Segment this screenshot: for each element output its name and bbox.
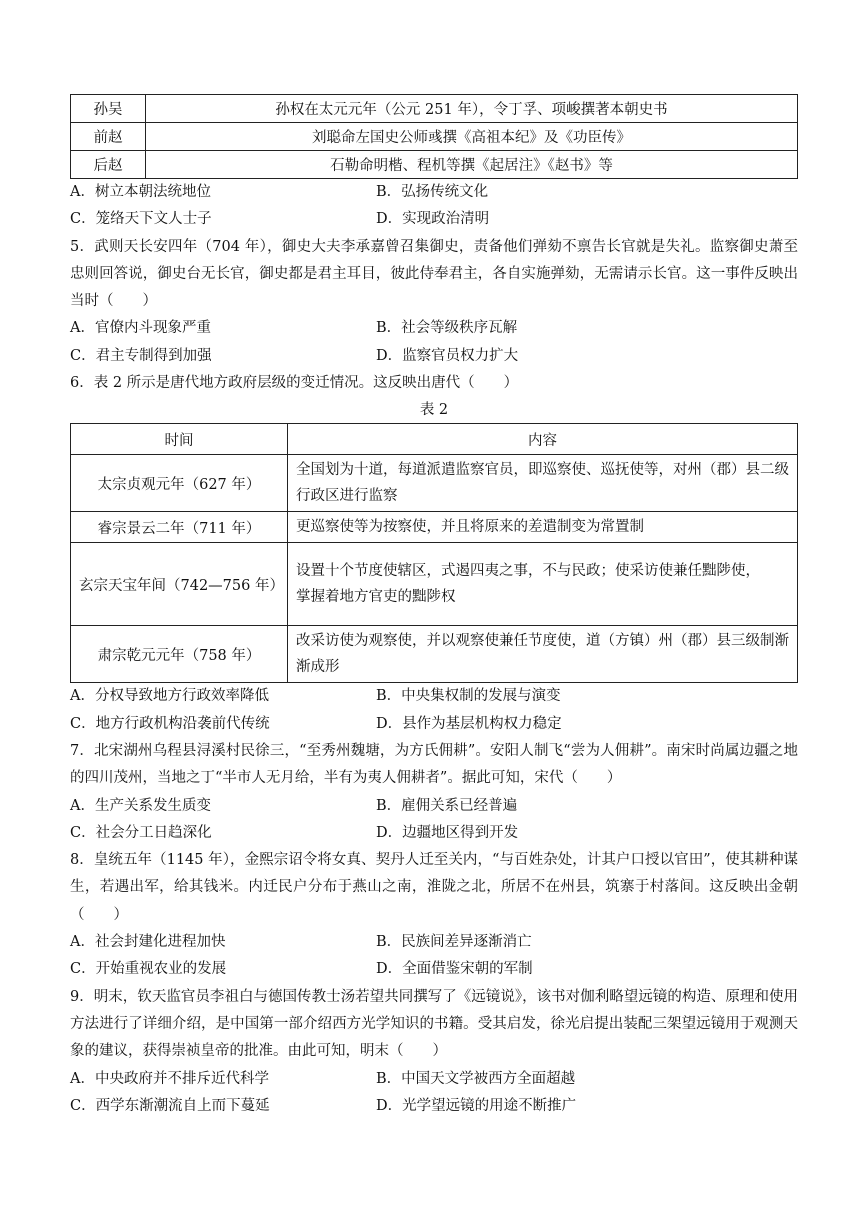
- q8-option-b[interactable]: B．民族间差异逐渐消亡: [376, 934, 532, 951]
- q7-option-d[interactable]: D．边疆地区得到开发: [376, 824, 519, 841]
- q8-stem: 8．皇统五年（1145 年），金熙宗诏令将女真、契丹人迁至关内，“与百姓杂处，计其户口授以官田”，使其耕种谋生，若遇出军，给其钱米。内迁民户分布于燕山之南，淮陇之北，所居不在州县，筑寨于村落间。这反映出金朝（ ）: [70, 852, 798, 923]
- q7-option-c[interactable]: C．社会分工日趋深化: [70, 824, 212, 841]
- q7-options-row2: [70, 820, 798, 847]
- q4-options-row2: [70, 206, 798, 233]
- table-row: [71, 151, 798, 179]
- q9-option-a[interactable]: A．中央政府并不排斥近代科学: [70, 1070, 269, 1087]
- dynasty-cell: 孙吴: [71, 95, 146, 123]
- q7-stem: 7．北宋湖州乌程县浔溪村民徐三，“至秀州魏塘，为方氏佣耕”。安阳人制飞“尝为人佣耕”。南宋时尚属边疆之地的四川茂州，当地之丁“半市人无月给，半有为夷人佣耕者”。据此可知，宋代（ ）: [70, 742, 798, 787]
- table-caption: 表 2: [419, 402, 449, 419]
- q6-options-row2: [70, 711, 798, 738]
- q6-option-a[interactable]: A．分权导致地方行政效率降低: [70, 688, 269, 705]
- table-row: [71, 123, 798, 151]
- q6-option-d[interactable]: D．县作为基层机构权力稳定: [376, 715, 562, 732]
- content-line: 掌握着地方官吏的黜陟权: [296, 589, 456, 606]
- time-cell: 玄宗天宝年间（742—756 年）: [71, 543, 288, 626]
- q8-options-row1: [70, 929, 798, 956]
- time-cell: 肃宗乾元元年（758 年）: [71, 626, 288, 683]
- time-cell: 睿宗景云二年（711 年）: [71, 512, 288, 543]
- q6-option-b[interactable]: B．中央集权制的发展与演变: [376, 688, 561, 705]
- tang-admin-table: [70, 423, 798, 683]
- dynasty-cell: 后赵: [71, 151, 146, 179]
- table-row: [71, 543, 798, 626]
- content-cell: 刘聪命左国史公师彧撰《高祖本纪》及《功臣传》: [146, 123, 798, 151]
- table-row: [71, 626, 798, 683]
- q9-option-c[interactable]: C．西学东渐潮流自上而下蔓延: [70, 1097, 270, 1114]
- dynasty-history-table: [70, 94, 798, 179]
- table-row: [71, 512, 798, 543]
- q8-option-c[interactable]: C．开始重视农业的发展: [70, 961, 227, 978]
- q4-option-d[interactable]: D．实现政治清明: [376, 211, 490, 228]
- q4-option-a[interactable]: A．树立本朝法统地位: [70, 184, 211, 200]
- q5-option-a[interactable]: A．官僚内斗现象严重: [70, 320, 211, 337]
- dynasty-cell: 前赵: [71, 123, 146, 151]
- content-line: 设置十个节度使辖区，式遏四夷之事，不与民政；使采访使兼任黜陟使，: [296, 563, 760, 580]
- q9-stem: 9．明末，钦天监官员李祖白与德国传教士汤若望共同撰写了《远镜说》，该书对伽利略望远镜的构造、原理和使用方法进行了详细介绍，是中国第一部介绍西方光学知识的书籍。受其启发，徐光启提出装配三架望远镜用于观测天象的建议，获得崇祯皇帝的批准。由此可知，明末（ ）: [70, 988, 798, 1060]
- q9-option-d[interactable]: D．光学望远镜的用途不断推广: [376, 1097, 577, 1114]
- q5-stem: 5．武则天长安四年（704 年），御史大夫李承嘉曾召集御史，责备他们弹劾不禀告长官就是失礼。监察御史萧至忠则回答说，御史台无长官，御史都是君主耳目，彼此侍奉君主，各自实施弹劾，无需请示长官。这一事件反映出当时（ ）: [70, 238, 798, 310]
- q5-option-d[interactable]: D．监察官员权力扩大: [376, 347, 519, 364]
- q6-stem: 6．表 2 所示是唐代地方政府层级的变迁情况。这反映出唐代（ ）: [70, 375, 519, 392]
- content-cell: 全国划为十道，每道派遣监察官员，即巡察使、巡抚使等，对州（郡）县二级行政区进行监察: [288, 455, 798, 512]
- q7-option-b[interactable]: B．雇佣关系已经普遍: [376, 797, 518, 814]
- q9-options-row1: [70, 1066, 798, 1093]
- q5-options-row2: [70, 343, 798, 370]
- q8-options-row2: [70, 956, 798, 983]
- q5-options-row1: [70, 315, 798, 342]
- q6-options-row1: [70, 683, 798, 710]
- q7-options-row1: [70, 793, 798, 820]
- content-cell: 孙权在太元元年（公元 251 年），令丁孚、项峻撰著本朝史书: [146, 95, 798, 123]
- header-content: 内容: [288, 424, 798, 455]
- table-header-row: [71, 424, 798, 455]
- q4-option-c[interactable]: C．笼络天下文人士子: [70, 211, 212, 228]
- table-row: [71, 95, 798, 123]
- q5-option-b[interactable]: B．社会等级秩序瓦解: [376, 320, 518, 337]
- content-cell: 更巡察使等为按察使，并且将原来的差遣制变为常置制: [288, 512, 798, 543]
- header-time: 时间: [71, 424, 288, 455]
- content-cell: 改采访使为观察使，并以观察使兼任节度使，道（方镇）州（郡）县三级制渐渐成形: [288, 626, 798, 683]
- content-cell: [288, 543, 798, 626]
- q7-option-a[interactable]: A．生产关系发生质变: [70, 797, 211, 814]
- content-cell: 石勒命明楷、程机等撰《起居注》《赵书》等: [146, 151, 798, 179]
- q8-option-d[interactable]: D．全面借鉴宋朝的军制: [376, 961, 533, 978]
- q4-options-row1: [70, 179, 798, 206]
- q5-option-c[interactable]: C．君主专制得到加强: [70, 347, 212, 364]
- q4-option-b[interactable]: B．弘扬传统文化: [376, 184, 489, 200]
- table-row: [71, 455, 798, 512]
- q9-option-b[interactable]: B．中国天文学被西方全面超越: [376, 1070, 576, 1087]
- q8-option-a[interactable]: A．社会封建化进程加快: [70, 934, 226, 951]
- time-cell: 太宗贞观元年（627 年）: [71, 455, 288, 512]
- q9-options-row2: [70, 1093, 798, 1120]
- exam-page: [70, 94, 798, 1120]
- q6-option-c[interactable]: C．地方行政机构沿袭前代传统: [70, 715, 270, 732]
